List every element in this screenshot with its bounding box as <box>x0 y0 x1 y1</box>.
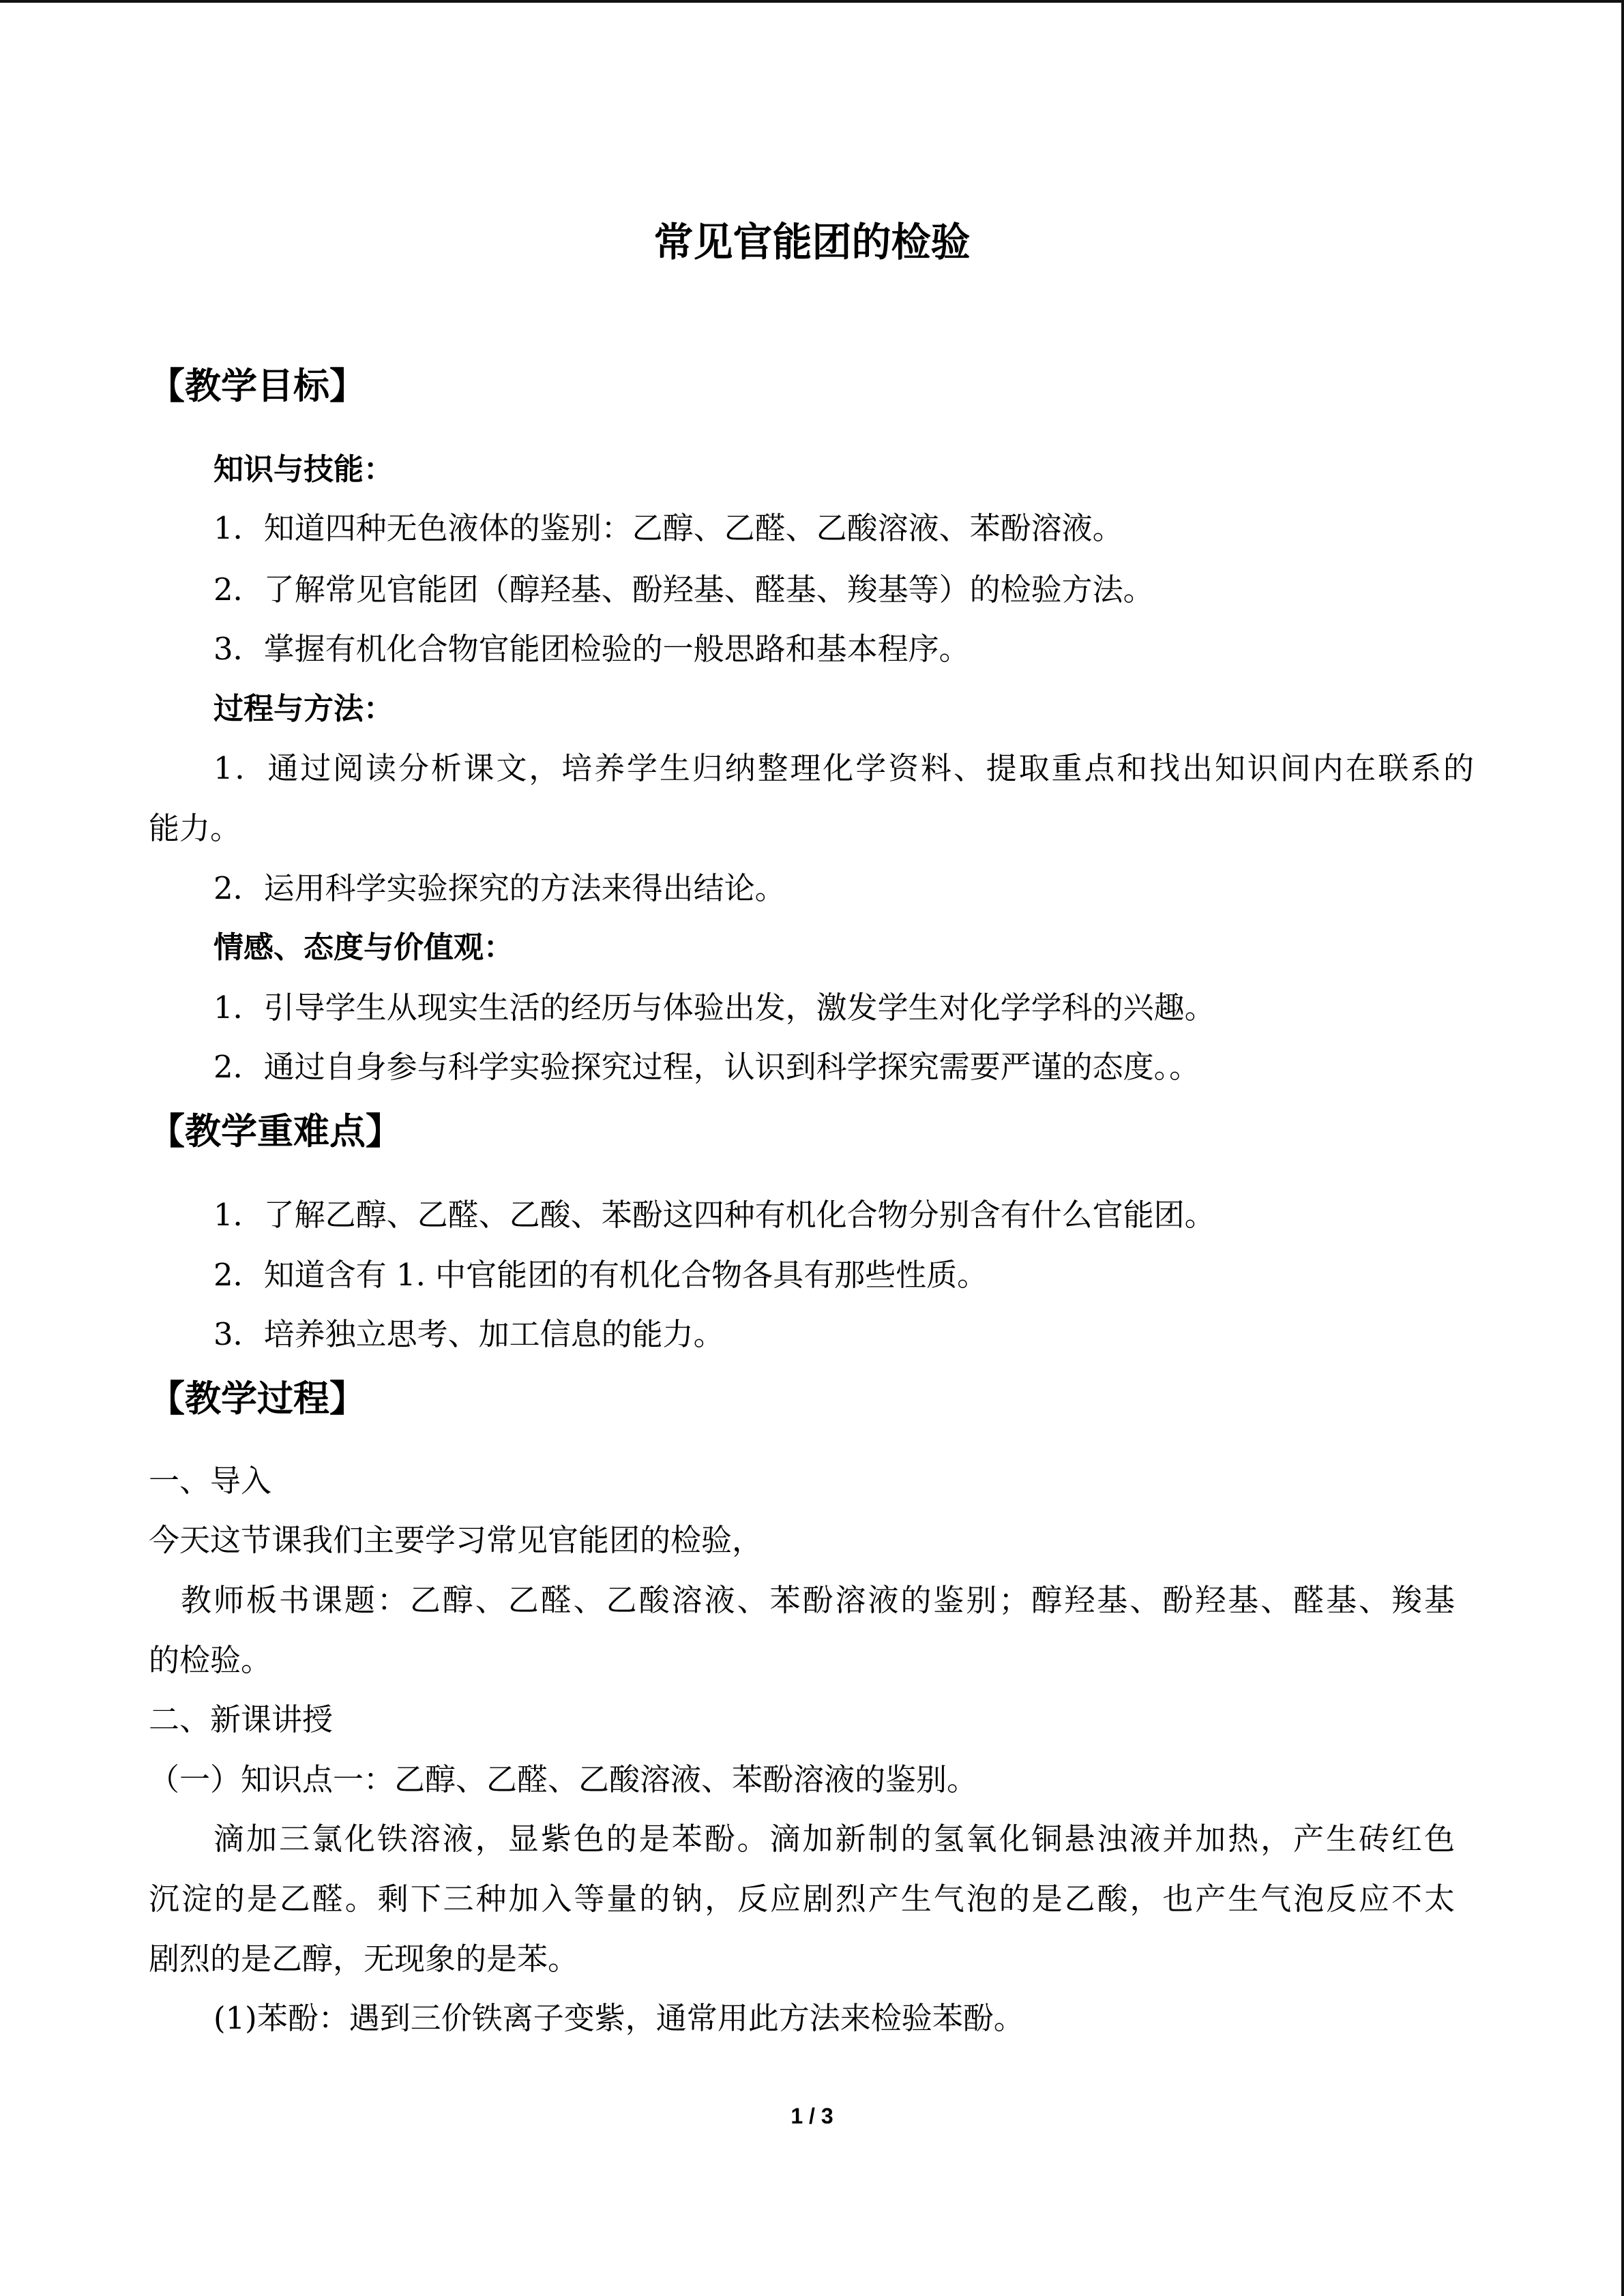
subheading-emotion: 情感、态度与价值观： <box>213 930 514 965</box>
paragraph: 2．通过自身参与科学实验探究过程，认识到科学探究需要严谨的态度。。 <box>213 1049 1200 1085</box>
section-heading-focus: 【教学重难点】 <box>149 1111 402 1152</box>
paragraph: 1．知道四种无色液体的鉴别：乙醇、乙醛、乙酸溶液、苯酚溶液。 <box>213 510 1123 546</box>
paragraph: 3．培养独立思考、加工信息的能力。 <box>213 1316 724 1352</box>
paragraph: 2．知道含有 1. 中官能团的有机化合物各具有那些性质。 <box>213 1257 988 1293</box>
subheading-knowledge: 知识与技能： <box>213 452 394 487</box>
paragraph: 2．运用科学实验探究的方法来得出结论。 <box>213 870 786 906</box>
subheading-method: 过程与方法： <box>213 691 394 726</box>
page-title: 常见官能团的检验 <box>653 219 971 265</box>
paragraph: 1．引导学生从现实生活的经历与体验出发，激发学生对化学学科的兴趣。 <box>213 989 1215 1026</box>
paragraph: 一、导入 <box>149 1463 272 1499</box>
paragraph: 滴加三氯化铁溶液，显紫色的是苯酚。滴加新制的氢氧化铜悬浊液并加热，产生砖红色 <box>213 1821 1455 1857</box>
paragraph: 1．了解乙醇、乙醛、乙酸、苯酚这四种有机化合物分别含有什么官能团。 <box>213 1197 1215 1233</box>
paragraph: 1．通过阅读分析课文，培养学生归纳整理化学资料、提取重点和找出知识间内在联系的 <box>213 750 1474 786</box>
paragraph: 3．掌握有机化合物官能团检验的一般思路和基本程序。 <box>213 631 970 667</box>
page-number: 1 / 3 <box>791 2104 833 2128</box>
section-heading-process: 【教学过程】 <box>149 1378 366 1420</box>
paragraph: 剧烈的是乙醇，无现象的是苯。 <box>149 1941 579 1977</box>
paragraph: 能力。 <box>149 810 241 846</box>
paragraph: 教师板书课题：乙醇、乙醛、乙酸溶液、苯酚溶液的鉴别；醇羟基、酚羟基、醛基、羧基 <box>181 1582 1455 1618</box>
paragraph: 2．了解常见官能团（醇羟基、酚羟基、醛基、羧基等）的检验方法。 <box>213 571 1154 608</box>
page-border-top <box>0 0 1624 3</box>
paragraph: 今天这节课我们主要学习常见官能团的检验， <box>149 1522 763 1558</box>
paragraph: 沉淀的是乙醛。剩下三种加入等量的钠，反应剧烈产生气泡的是乙酸，也产生气泡反应不太 <box>149 1881 1455 1917</box>
paragraph: （一）知识点一：乙醇、乙醛、乙酸溶液、苯酚溶液的鉴别。 <box>149 1761 978 1798</box>
page-border-right <box>1621 0 1624 2296</box>
paragraph: (1)苯酚：遇到三价铁离子变紫，通常用此方法来检验苯酚。 <box>213 2000 1024 2036</box>
paragraph: 二、新课讲授 <box>149 1701 334 1738</box>
section-heading-goals: 【教学目标】 <box>149 366 366 407</box>
paragraph: 的检验。 <box>149 1642 272 1678</box>
